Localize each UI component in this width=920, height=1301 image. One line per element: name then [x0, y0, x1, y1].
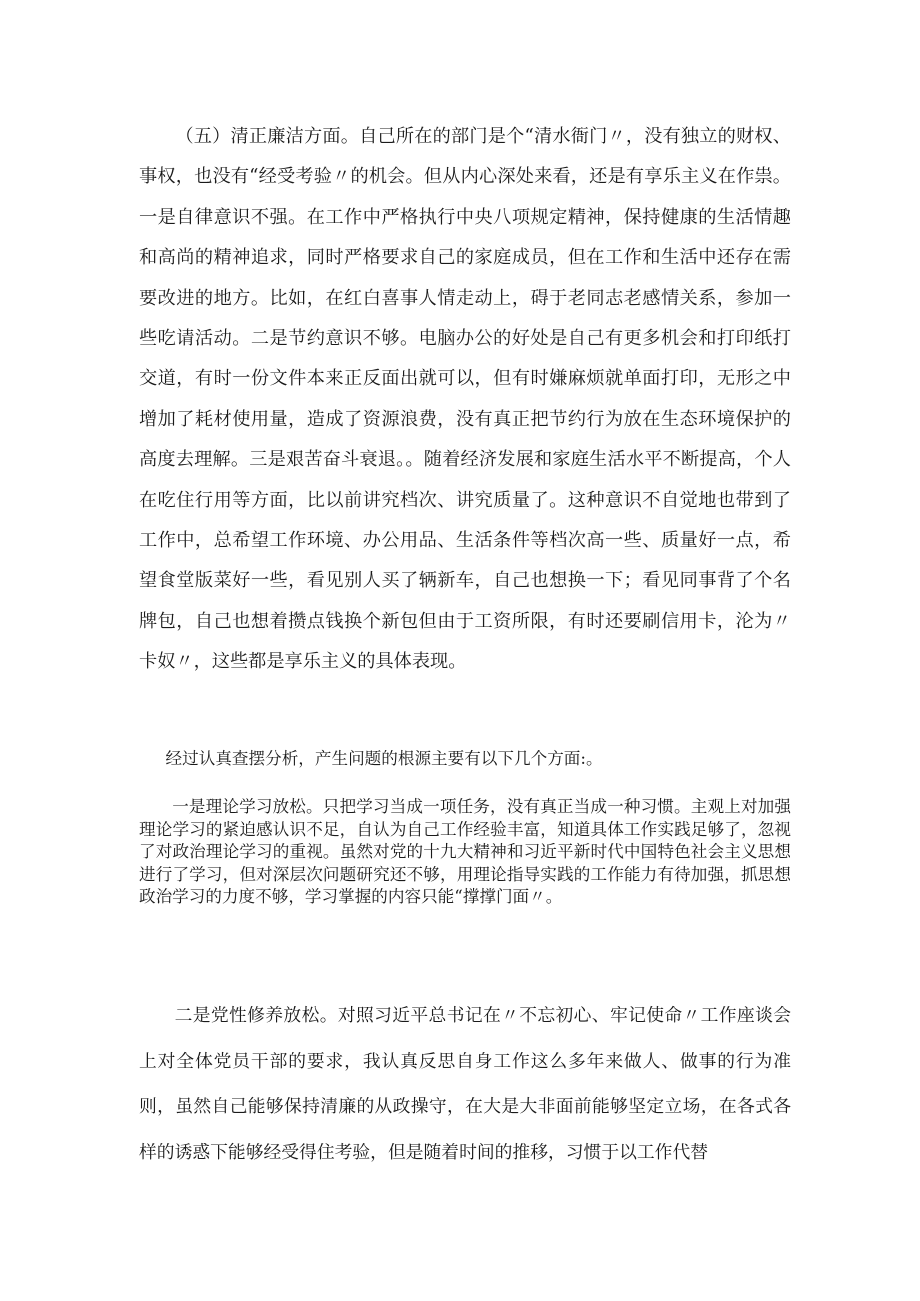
paragraph-integrity: （五）清正廉洁方面。自己所在的部门是个“清水衙门〃，没有独立的财权、事权，也没有“经受考验〃的机会。但从内心深处来看，还是有享乐主义在作祟。一是自律意识不强。在工作中严格执行中央八项规定精神，保持健康的生活情趣和高尚的精神追求，同时严格要求自己的家庭成员，但在工作和生活中还存在需要改进的地方。比如，在红白喜事人情走动上，碍于老同志老感情关系，参加一些吃请活动。二是节约意识不够。电脑办公的好处是自己有更多机会和打印纸打交道，有时一份文件本来正反面出就可以，但有时嫌麻烦就单面打印，无形之中增加了耗材使用量，造成了资源浪费，没有真正把节约行为放在生态环境保护的高度去理解。三是艰苦奋斗衰退。。随着经济发展和家庭生活水平不断提高，个人在吃住行用等方面，比以前讲究档次、讲究质量了。这种意识不自觉地也带到了工作中，总希望工作环境、办公用品、生活条件等档次高一些、质量好一点，希望食堂版菜好一些，看见别人买了辆新车，自己也想换一下；看见同事背了个名牌包，自己也想着攒点钱换个新包但由于工资所限，有时还要刷信用卡，沦为〃卡奴〃，这些都是享乐主义的具体表现。 [139, 126, 791, 673]
paragraph-party-spirit: 二是党性修养放松。对照习近平总书记在〃不忘初心、牢记使命〃工作座谈会上对全体党员干部的要求，我认真反思自身工作这么多年来做人、做事的行为准则，虽然自己能够保持清廉的从政操守，在大是大非面前能够坚定立场，在各式各样的诱惑下能够经受得住考验，但是随着时间的推移，习惯于以工作代替 [139, 1005, 791, 1163]
paragraph-theory-study: 一是理论学习放松。只把学习当成一项任务，没有真正当成一种习惯。主观上对加强理论学习的紧迫感认识不足，自认为自己工作经验丰富，知道具体工作实践足够了，忽视了对政治理论学习的重视。虽然对党的十九大精神和习近平新时代中国特色社会主义思想进行了学习，但对深层次问题研究还不够，用理论指导实践的工作能力有待加强，抓思想政治学习的力度不够，学习掌握的内容只能“撑撑门面〃。 [139, 797, 791, 906]
paragraph-root-cause-intro: 经过认真查摆分析，产生问题的根源主要有以下几个方面:。 [165, 749, 603, 768]
